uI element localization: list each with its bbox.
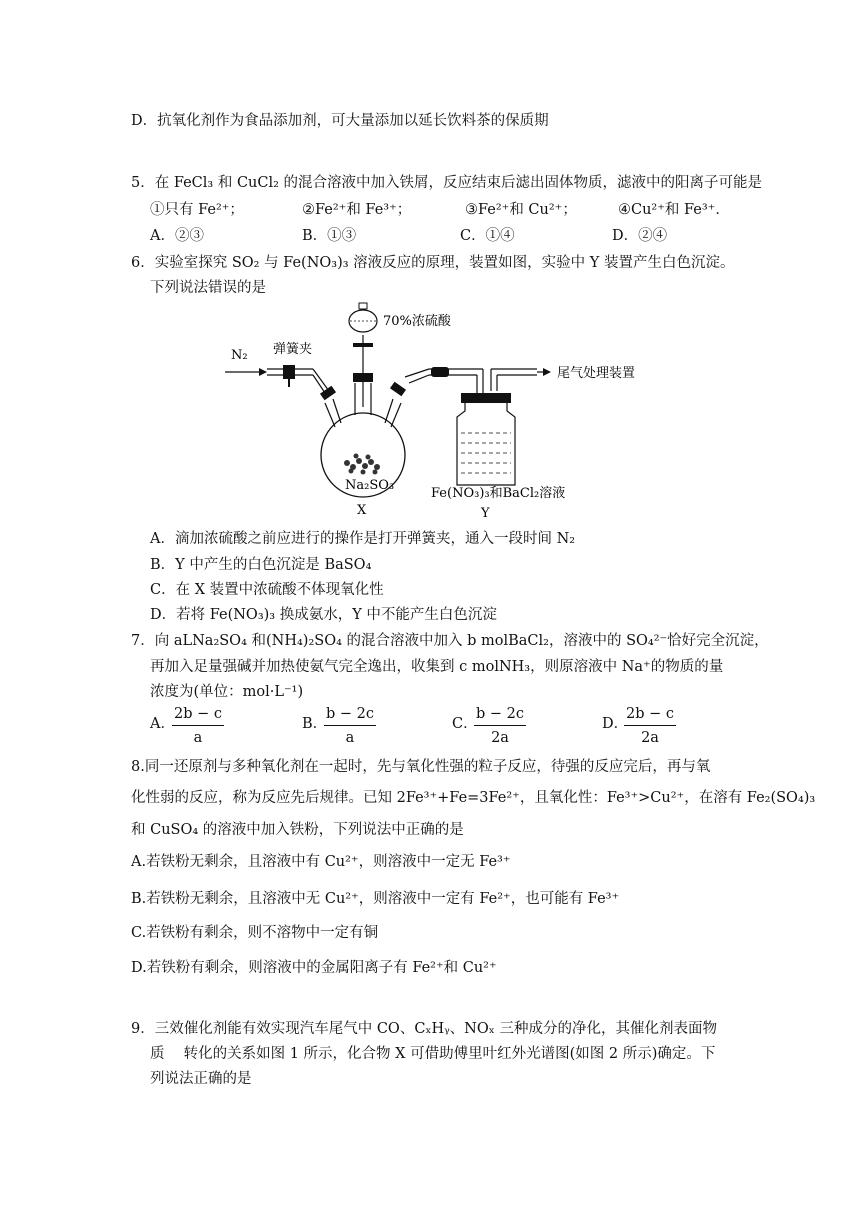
q7-c-numerator: b − 2c bbox=[474, 705, 526, 726]
q7-stem-2: 再加入足量强碱并加热使氨气完全逸出，收集到 c molNH₃，则原溶液中 Na⁺的物质的量 bbox=[150, 659, 724, 675]
q7-option-d-label: D． bbox=[602, 716, 629, 732]
q8-option-c: C.若铁粉有剩余，则不溶物中一定有铜 bbox=[131, 925, 379, 941]
q6-option-b: B．Y 中产生的白色沉淀是 BaSO₄ bbox=[150, 557, 372, 573]
bottle-content-label: Fe(NO₃)₃和BaCl₂溶液 bbox=[431, 486, 566, 501]
q8-option-a: A.若铁粉无剩余，且溶液中有 Cu²⁺，则溶液中一定无 Fe³⁺ bbox=[131, 854, 511, 870]
q7-option-b-label: B． bbox=[302, 716, 328, 732]
exhaust-label: 尾气处理装置 bbox=[557, 366, 636, 381]
q7-stem-3: 浓度为(单位：mol·L⁻¹) bbox=[150, 684, 304, 700]
clamp-label: 弹簧夹 bbox=[273, 342, 313, 357]
clamp-icon bbox=[283, 365, 295, 379]
q9-stem-3: 列说法正确的是 bbox=[150, 1071, 252, 1087]
q9-stem-1: 9．三效催化剂能有效实现汽车尾气中 CO、CₓHᵧ、NOₓ 三种成分的净化，其催化剂表面物 bbox=[131, 1021, 717, 1037]
q6-stem-1: 6．实验室探究 SO₂ 与 Fe(NO₃)₃ 溶液反应的原理，装置如图，实验中 Y 装置产生白色沉淀。 bbox=[131, 255, 735, 271]
q5-option-b: B．①③ bbox=[302, 228, 357, 244]
apparatus-figure bbox=[225, 295, 655, 520]
y-label: Y bbox=[481, 506, 490, 520]
q8-option-d: D.若铁粉有剩余，则溶液中的金属阳离子有 Fe²⁺和 Cu²⁺ bbox=[131, 960, 497, 976]
q9-stem-2: 质 转化的关系如图 1 所示，化合物 X 可借助傅里叶红外光谱图(如图 2 所示)确定。下 bbox=[150, 1046, 716, 1062]
q6-option-c: C．在 X 装置中浓硫酸不体现氧化性 bbox=[150, 582, 384, 598]
q5-item-1: ①只有 Fe²⁺； bbox=[150, 202, 244, 218]
q7-d-denominator: 2a bbox=[641, 730, 659, 746]
q7-b-denominator: a bbox=[345, 730, 355, 746]
q7-stem-1: 7．向 aLNa₂SO₄ 和(NH₄)₂SO₄ 的混合溶液中加入 b molBaCl₂，溶液中的 SO₄²⁻恰好完全沉淀， bbox=[131, 633, 769, 649]
q8-stem-3: 和 CuSO₄ 的溶液中加入铁粉，下列说法中正确的是 bbox=[131, 822, 464, 838]
q5-option-d: D．②④ bbox=[612, 228, 668, 244]
q7-option-c-label: C． bbox=[452, 716, 478, 732]
q8-option-b: B.若铁粉无剩余，且溶液中无 Cu²⁺，则溶液中一定有 Fe²⁺，也可能有 Fe³⁺ bbox=[131, 891, 620, 907]
q8-stem-1: 8.同一还原剂与多种氧化剂在一起时，先与氧化性强的粒子反应，待强的反应完后，再与氧 bbox=[131, 759, 711, 775]
q7-option-d-fraction bbox=[624, 705, 676, 747]
funnel-label: 70%浓硫酸 bbox=[383, 314, 451, 329]
q6-stem-2: 下列说法错误的是 bbox=[150, 280, 266, 296]
q5-item-2: ②Fe²⁺和 Fe³⁺； bbox=[302, 202, 412, 218]
q7-b-numerator: b − 2c bbox=[324, 705, 376, 726]
q6-option-a: A．滴加浓硫酸之前应进行的操作是打开弹簧夹，通入一段时间 N₂ bbox=[150, 531, 576, 547]
q7-d-numerator: 2b − c bbox=[624, 705, 676, 726]
q5-item-4: ④Cu²⁺和 Fe³⁺． bbox=[618, 202, 730, 218]
q7-option-a-label: A． bbox=[150, 716, 175, 732]
x-label: X bbox=[357, 503, 367, 518]
prev-option-d: D．抗氧化剂作为食品添加剂，可大量添加以延长饮料茶的保质期 bbox=[131, 113, 549, 129]
q7-option-c-fraction bbox=[474, 705, 526, 747]
flask-content-label: Na₂SO₃ bbox=[345, 478, 395, 493]
q8-stem-2: 化性弱的反应，称为反应先后规律。已知 2Fe³⁺+Fe=3Fe²⁺，且氧化性：Fe³⁺>Cu²⁺，在溶有 Fe₂(SO₄)₃ bbox=[131, 790, 816, 806]
q5-stem: 5．在 FeCl₃ 和 CuCl₂ 的混合溶液中加入铁屑，反应结束后滤出固体物质，滤液中的阳离子可能是 bbox=[131, 175, 763, 191]
q7-a-denominator: a bbox=[193, 730, 203, 746]
q7-c-denominator: 2a bbox=[491, 730, 509, 746]
n2-label: N₂ bbox=[231, 348, 248, 363]
q7-a-numerator: 2b − c bbox=[172, 705, 224, 726]
q7-option-b-fraction bbox=[324, 705, 376, 747]
q5-option-a: A．②③ bbox=[150, 228, 204, 244]
q7-option-a-fraction bbox=[172, 705, 224, 747]
q5-item-3: ③Fe²⁺和 Cu²⁺； bbox=[465, 202, 577, 218]
q6-option-d: D．若将 Fe(NO₃)₃ 换成氨水，Y 中不能产生白色沉淀 bbox=[150, 607, 497, 623]
q5-option-c: C．①④ bbox=[460, 228, 515, 244]
